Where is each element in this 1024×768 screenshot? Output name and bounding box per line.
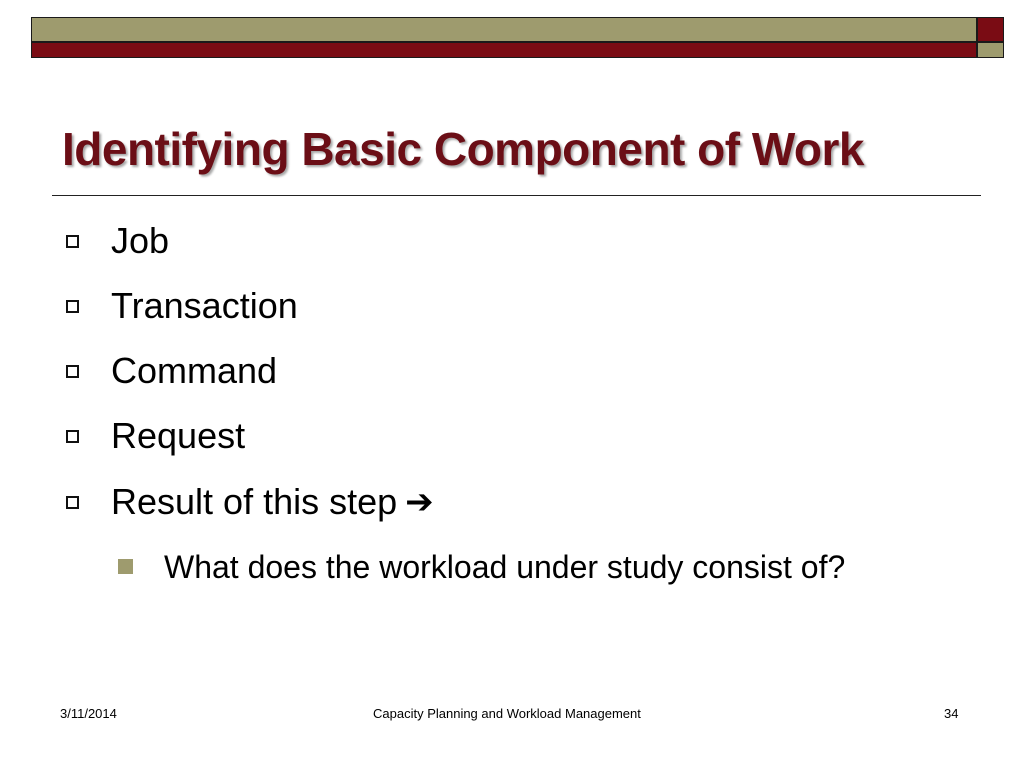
sub-bullet-text: What does the workload under study consist of? (164, 549, 846, 585)
footer-date: 3/11/2014 (60, 706, 117, 721)
hollow-square-bullet-icon (66, 496, 79, 509)
header-corner-red (977, 17, 1004, 42)
bullet-text: Result of this step (111, 481, 398, 522)
bullet-item (66, 284, 298, 328)
header-band-olive (31, 17, 977, 42)
bullet-text: Command (111, 350, 278, 391)
sub-bullet-item (118, 545, 924, 589)
hollow-square-bullet-icon (66, 365, 79, 378)
slide-title: Identifying Basic Component of Work (62, 123, 865, 175)
hollow-square-bullet-icon (66, 430, 79, 443)
title-divider (52, 195, 981, 196)
bullet-item (66, 349, 277, 393)
header-corner-olive (977, 42, 1004, 58)
footer-title: Capacity Planning and Workload Management (373, 706, 641, 721)
right-arrow-icon: ➔ (405, 483, 434, 521)
bullet-text: Request (111, 415, 246, 456)
header-band-red (31, 42, 977, 58)
filled-square-bullet-icon (118, 559, 133, 574)
hollow-square-bullet-icon (66, 300, 79, 313)
hollow-square-bullet-icon (66, 235, 79, 248)
bullet-text: Transaction (111, 285, 298, 326)
bullet-item (66, 480, 434, 524)
footer-page-number: 34 (944, 706, 959, 721)
bullet-item (66, 414, 245, 458)
bullet-text: Job (111, 220, 170, 261)
bullet-item (66, 219, 169, 263)
